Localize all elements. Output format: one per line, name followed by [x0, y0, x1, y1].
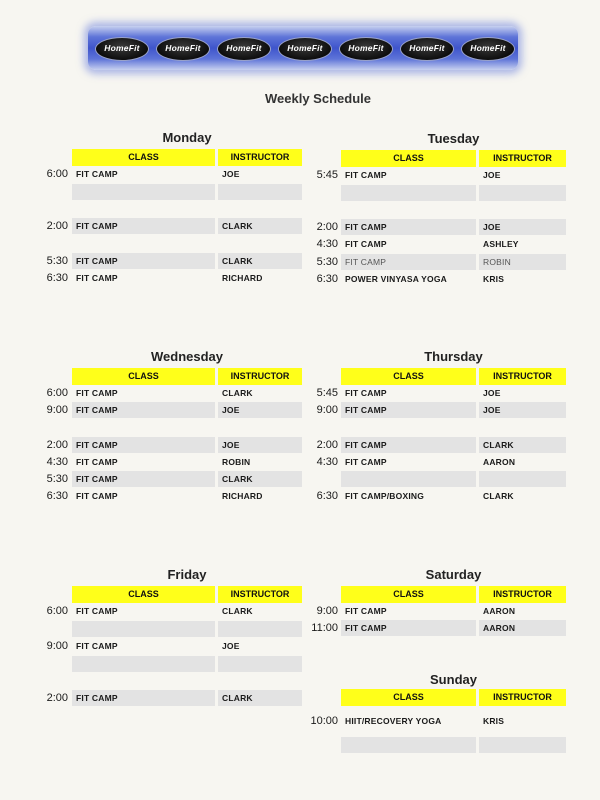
session-instructor	[218, 656, 302, 672]
session-instructor: ROBIN	[222, 457, 251, 467]
class-column-header: CLASS	[72, 586, 215, 603]
session-instructor: CLARK	[479, 437, 566, 453]
session-time: 10:00	[310, 715, 338, 727]
class-column-header: CLASS	[341, 586, 476, 603]
session-class: FIT CAMP	[76, 273, 118, 283]
class-column-header: CLASS	[341, 368, 476, 385]
homefit-logo: HomeFit	[156, 37, 210, 61]
session-instructor: AARON	[483, 457, 516, 467]
session-time: 2:00	[46, 439, 68, 451]
session-class: FIT CAMP	[345, 170, 387, 180]
session-class: FIT CAMP	[341, 620, 476, 636]
session-class: FIT CAMP	[72, 690, 215, 706]
class-column-header: CLASS	[341, 150, 476, 167]
session-class: FIT CAMP	[76, 388, 118, 398]
session-time: 9:00	[316, 605, 338, 617]
session-time: 9:00	[316, 404, 338, 416]
session-instructor: CLARK	[218, 253, 302, 269]
logo-banner	[88, 26, 518, 70]
session-class	[341, 471, 476, 487]
session-instructor	[479, 471, 566, 487]
session-time: 2:00	[316, 221, 338, 233]
homefit-logo: HomeFit	[400, 37, 454, 61]
session-class	[341, 185, 476, 201]
session-time: 4:30	[316, 456, 338, 468]
session-class	[72, 184, 215, 200]
session-time: 5:30	[316, 256, 338, 268]
session-time: 6:30	[316, 273, 338, 285]
session-class: FIT CAMP	[345, 457, 387, 467]
session-class: FIT CAMP/BOXING	[345, 491, 425, 501]
session-time: 6:30	[316, 490, 338, 502]
instructor-column-header: INSTRUCTOR	[479, 586, 566, 603]
session-class: FIT CAMP	[72, 471, 215, 487]
session-time: 6:30	[46, 490, 68, 502]
session-time: 2:00	[316, 439, 338, 451]
session-class: FIT CAMP	[341, 254, 476, 270]
session-instructor: AARON	[479, 620, 566, 636]
day-title-thursday: Thursday	[424, 349, 483, 364]
session-class: FIT CAMP	[345, 388, 387, 398]
session-class: HIIT/RECOVERY YOGA	[345, 716, 442, 726]
session-time: 2:00	[46, 692, 68, 704]
session-instructor: CLARK	[218, 218, 302, 234]
session-class: FIT CAMP	[76, 641, 118, 651]
session-instructor: JOE	[479, 402, 566, 418]
session-instructor: JOE	[483, 388, 501, 398]
homefit-logo: HomeFit	[95, 37, 149, 61]
session-class: POWER VINYASA YOGA	[345, 274, 448, 284]
session-instructor: CLARK	[483, 491, 514, 501]
session-time: 6:00	[46, 168, 68, 180]
session-class	[341, 737, 476, 753]
session-instructor: RICHARD	[222, 491, 263, 501]
homefit-logo: HomeFit	[461, 37, 515, 61]
day-title-wednesday: Wednesday	[150, 349, 223, 364]
session-time: 5:30	[46, 473, 68, 485]
session-time: 4:30	[316, 238, 338, 250]
day-title-sunday: Sunday	[430, 672, 477, 687]
session-time: 5:30	[46, 255, 68, 267]
instructor-column-header: INSTRUCTOR	[218, 586, 302, 603]
day-title-monday: Monday	[162, 130, 212, 145]
session-class: FIT CAMP	[72, 253, 215, 269]
session-instructor	[218, 184, 302, 200]
instructor-column-header: INSTRUCTOR	[479, 150, 566, 167]
session-class: FIT CAMP	[345, 239, 387, 249]
day-title-saturday: Saturday	[425, 567, 482, 582]
class-column-header: CLASS	[72, 368, 215, 385]
session-class: FIT CAMP	[72, 437, 215, 453]
session-class: FIT CAMP	[72, 218, 215, 234]
session-instructor: ASHLEY	[483, 239, 519, 249]
session-instructor: JOE	[483, 170, 501, 180]
session-class: FIT CAMP	[345, 606, 387, 616]
session-instructor	[479, 737, 566, 753]
homefit-logo: HomeFit	[278, 37, 332, 61]
session-time: 11:00	[311, 622, 338, 634]
session-class: FIT CAMP	[341, 402, 476, 418]
session-time: 9:00	[46, 404, 68, 416]
instructor-column-header: INSTRUCTOR	[218, 368, 302, 385]
instructor-column-header: INSTRUCTOR	[218, 149, 302, 166]
session-time: 4:30	[46, 456, 68, 468]
session-class: FIT CAMP	[76, 606, 118, 616]
session-instructor: ROBIN	[479, 254, 566, 270]
session-class: FIT CAMP	[341, 437, 476, 453]
session-class: FIT CAMP	[72, 402, 215, 418]
session-class: FIT CAMP	[76, 491, 118, 501]
homefit-logo: HomeFit	[217, 37, 271, 61]
session-time: 5:45	[316, 169, 338, 181]
session-instructor: JOE	[479, 219, 566, 235]
class-column-header: CLASS	[341, 689, 476, 706]
session-instructor: JOE	[222, 169, 240, 179]
session-time: 5:45	[316, 387, 338, 399]
session-instructor: CLARK	[218, 690, 302, 706]
day-title-tuesday: Tuesday	[427, 131, 480, 146]
session-time: 6:00	[46, 387, 68, 399]
session-instructor: CLARK	[222, 606, 253, 616]
session-instructor: KRIS	[483, 274, 505, 284]
session-instructor: KRIS	[483, 716, 505, 726]
session-time: 2:00	[46, 220, 68, 232]
session-class	[72, 656, 215, 672]
day-title-friday: Friday	[167, 567, 207, 582]
session-time: 6:00	[46, 605, 68, 617]
instructor-column-header: INSTRUCTOR	[479, 368, 566, 385]
session-instructor: JOE	[218, 402, 302, 418]
session-time: 9:00	[46, 640, 68, 652]
class-column-header: CLASS	[72, 149, 215, 166]
session-instructor: CLARK	[218, 471, 302, 487]
session-instructor: RICHARD	[222, 273, 263, 283]
instructor-column-header: INSTRUCTOR	[479, 689, 566, 706]
session-instructor	[479, 185, 566, 201]
session-instructor: JOE	[218, 437, 302, 453]
session-class: FIT CAMP	[341, 219, 476, 235]
page-title: Weekly Schedule	[265, 91, 371, 106]
homefit-logo: HomeFit	[339, 37, 393, 61]
session-instructor: JOE	[222, 641, 240, 651]
session-instructor: CLARK	[222, 388, 253, 398]
session-time: 6:30	[46, 272, 68, 284]
session-class: FIT CAMP	[76, 169, 118, 179]
session-class: FIT CAMP	[76, 457, 118, 467]
session-instructor: AARON	[483, 606, 516, 616]
